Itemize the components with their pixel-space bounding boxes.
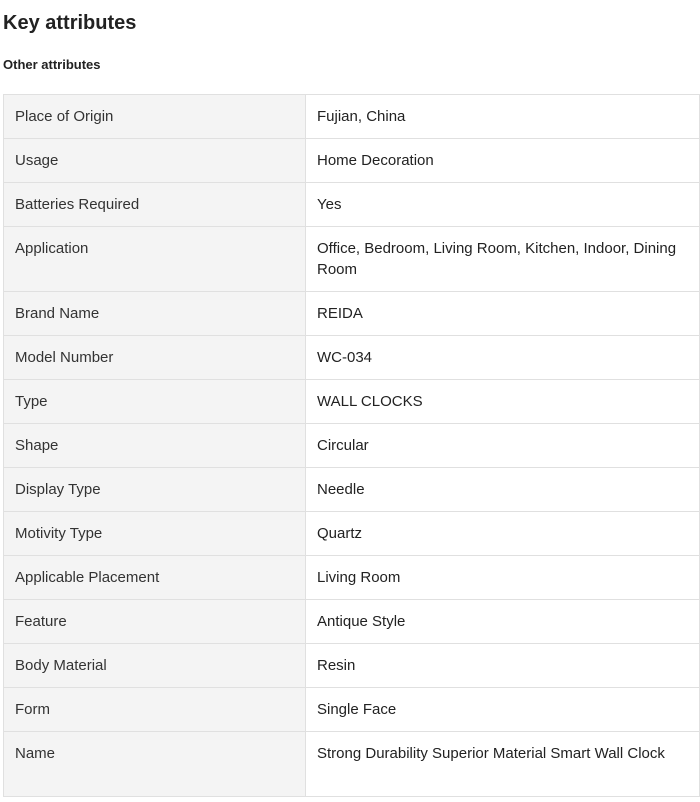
attribute-value: Home Decoration bbox=[306, 139, 700, 183]
attribute-key: Body Material bbox=[4, 644, 306, 688]
attribute-value: Living Room bbox=[306, 556, 700, 600]
attribute-key: Application bbox=[4, 227, 306, 292]
attribute-key: Batteries Required bbox=[4, 183, 306, 227]
attribute-key: Place of Origin bbox=[4, 95, 306, 139]
attribute-key: Brand Name bbox=[4, 292, 306, 336]
attribute-key: Shape bbox=[4, 424, 306, 468]
attribute-value: REIDA bbox=[306, 292, 700, 336]
table-row bbox=[4, 380, 700, 424]
attribute-value: Resin bbox=[306, 644, 700, 688]
attribute-key: Usage bbox=[4, 139, 306, 183]
table-row bbox=[4, 336, 700, 380]
attribute-key: Form bbox=[4, 688, 306, 732]
attribute-key: Applicable Placement bbox=[4, 556, 306, 600]
attribute-value: Quartz bbox=[306, 512, 700, 556]
attribute-key: Model Number bbox=[4, 336, 306, 380]
section-title: Other attributes bbox=[3, 57, 101, 72]
table-row bbox=[4, 424, 700, 468]
attribute-key: Name bbox=[4, 732, 306, 797]
table-row bbox=[4, 183, 700, 227]
table-row bbox=[4, 688, 700, 732]
attribute-key: Feature bbox=[4, 600, 306, 644]
attribute-value: Single Face bbox=[306, 688, 700, 732]
table-row bbox=[4, 227, 700, 292]
table-row bbox=[4, 644, 700, 688]
table-row bbox=[4, 468, 700, 512]
attribute-value: Fujian, China bbox=[306, 95, 700, 139]
attribute-value: Office, Bedroom, Living Room, Kitchen, Indoor, Dining Room bbox=[306, 227, 700, 292]
table-row bbox=[4, 556, 700, 600]
table-row bbox=[4, 512, 700, 556]
attribute-value: Needle bbox=[306, 468, 700, 512]
attribute-value: WC-034 bbox=[306, 336, 700, 380]
attribute-key: Type bbox=[4, 380, 306, 424]
attribute-key: Motivity Type bbox=[4, 512, 306, 556]
attributes-table bbox=[3, 94, 700, 797]
table-row bbox=[4, 95, 700, 139]
table-row bbox=[4, 139, 700, 183]
table-row bbox=[4, 292, 700, 336]
attribute-key: Display Type bbox=[4, 468, 306, 512]
attribute-value: Antique Style bbox=[306, 600, 700, 644]
attribute-value: Yes bbox=[306, 183, 700, 227]
page-title: Key attributes bbox=[3, 12, 137, 34]
table-row bbox=[4, 732, 700, 797]
attribute-value: Strong Durability Superior Material Smart Wall Clock bbox=[306, 732, 700, 797]
attribute-value: WALL CLOCKS bbox=[306, 380, 700, 424]
table-row bbox=[4, 600, 700, 644]
attribute-value: Circular bbox=[306, 424, 700, 468]
